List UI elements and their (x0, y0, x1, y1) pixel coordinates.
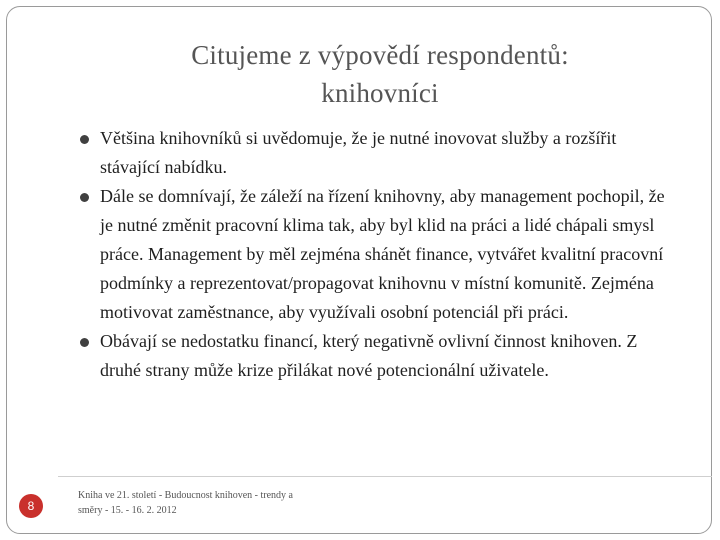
slide-title (60, 36, 700, 112)
bullet-item (78, 327, 678, 385)
bullet-list (78, 124, 678, 385)
title-line-1: Citujeme z výpovědí respondentů: (191, 40, 569, 70)
footer-divider (58, 476, 712, 477)
bullet-text: Obávají se nedostatku financí, který negativně ovlivní činnost knihoven. Z druhé strany může krize přilákat nové potencionální uživatele. (100, 331, 638, 380)
page-number-badge: 8 (19, 494, 43, 518)
bullet-text: Dále se domnívají, že záleží na řízení knihovny, aby management pochopil, že je nutné změnit pracovní klima tak, aby byl klid na práci a lidé chápali smysl práce. Management by měl zejména shánět finance, vytvářet kvalitní pracovní podmínky a reprezentovat/propagovat knihovnu v místní komunitě. Zejména motivovat zaměstnance, aby využívali osobní potenciál při práci. (100, 186, 665, 322)
bullet-icon (80, 135, 89, 144)
bullet-text: Většina knihovníků si uvědomuje, že je nutné inovovat služby a rozšířit stávající nabídku. (100, 128, 617, 177)
bullet-item (78, 124, 678, 182)
title-line-2: knihovníci (321, 78, 439, 108)
bullet-icon (80, 193, 89, 202)
footer-line-1: Kniha ve 21. století - Budoucnost knihoven - trendy a (78, 490, 293, 501)
bullet-icon (80, 338, 89, 347)
footer-line-2: směry - 15. - 16. 2. 2012 (78, 505, 177, 516)
footer-text (78, 488, 378, 518)
bullet-item (78, 182, 678, 327)
